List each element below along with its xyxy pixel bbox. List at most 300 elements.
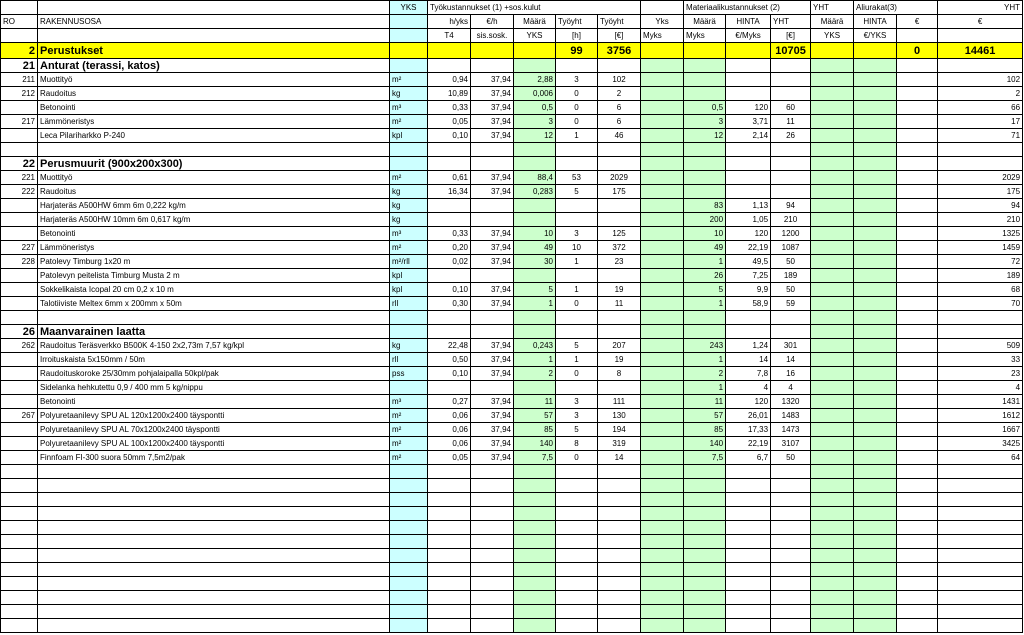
table-row bbox=[1, 353, 1023, 367]
row-sub-eur bbox=[897, 423, 938, 437]
header-e-unit-2: [€] bbox=[771, 29, 811, 43]
row-mat-price: 2,14 bbox=[726, 129, 771, 143]
row-mat-price bbox=[726, 73, 771, 87]
row-name: Lämmöneristys bbox=[38, 241, 390, 255]
empty-cell bbox=[811, 143, 854, 157]
row-name: Muottityö bbox=[38, 171, 390, 185]
empty-cell bbox=[684, 535, 726, 549]
row-name: Polyuretaanilevy SPU AL 120x1200x2400 täyspontti bbox=[38, 409, 390, 423]
row-name: Muottityö bbox=[38, 73, 390, 87]
row-quantity bbox=[514, 213, 556, 227]
empty-cell bbox=[641, 507, 684, 521]
row-name: Raudoitus bbox=[38, 87, 390, 101]
row-work-hours: 3 bbox=[556, 409, 598, 423]
row-work-hours: 0 bbox=[556, 451, 598, 465]
empty-cell bbox=[938, 535, 1023, 549]
row-unit: m² bbox=[390, 437, 428, 451]
group-id: 22 bbox=[1, 157, 38, 171]
empty-cell bbox=[514, 549, 556, 563]
row-mat-quantity: 140 bbox=[684, 437, 726, 451]
empty-cell bbox=[1, 535, 38, 549]
row-ro bbox=[1, 381, 38, 395]
empty-cell bbox=[897, 507, 938, 521]
row-unit: m³ bbox=[390, 395, 428, 409]
row-ro bbox=[1, 297, 38, 311]
row-sub-quantity bbox=[811, 185, 854, 199]
row-eur-per-hour bbox=[471, 199, 514, 213]
header-ali-hinta: HINTA bbox=[854, 15, 897, 29]
row-unit: m² bbox=[390, 73, 428, 87]
empty-cell bbox=[897, 493, 938, 507]
row-mat-unit bbox=[641, 269, 684, 283]
header-row-2 bbox=[1, 15, 1023, 29]
row-total: 94 bbox=[938, 199, 1023, 213]
empty-cell bbox=[726, 493, 771, 507]
row-h-per-unit: 0,50 bbox=[428, 353, 471, 367]
row-mat-price: 58,9 bbox=[726, 297, 771, 311]
table-row bbox=[1, 283, 1023, 297]
empty-cell bbox=[428, 619, 471, 633]
empty-cell bbox=[1, 311, 38, 325]
row-mat-price: 22,19 bbox=[726, 437, 771, 451]
header-h-unit: [h] bbox=[556, 29, 598, 43]
row-mat-quantity: 10 bbox=[684, 227, 726, 241]
row-total: 1667 bbox=[938, 423, 1023, 437]
row-sub-quantity bbox=[811, 395, 854, 409]
row-ro: 228 bbox=[1, 255, 38, 269]
row-quantity: 0,006 bbox=[514, 87, 556, 101]
row-sub-price bbox=[854, 395, 897, 409]
row-name: Patolevy Timburg 1x20 m bbox=[38, 255, 390, 269]
row-mat-price: 1,13 bbox=[726, 199, 771, 213]
header-myks: Myks bbox=[641, 29, 684, 43]
empty-cell bbox=[684, 591, 726, 605]
spacer-row bbox=[1, 143, 1023, 157]
row-work-hours: 0 bbox=[556, 87, 598, 101]
empty-cell bbox=[897, 325, 938, 339]
row-mat-unit bbox=[641, 451, 684, 465]
row-total: 509 bbox=[938, 339, 1023, 353]
header-aliurakat: Aliurakat(3) bbox=[854, 1, 938, 15]
header-yks: YKS bbox=[390, 1, 428, 15]
empty-cell bbox=[771, 59, 811, 73]
empty-cell bbox=[771, 507, 811, 521]
row-work-hours: 1 bbox=[556, 283, 598, 297]
empty-cell bbox=[1, 549, 38, 563]
row-work-hours: 3 bbox=[556, 395, 598, 409]
empty-cell bbox=[428, 59, 471, 73]
row-eur-per-hour: 37,94 bbox=[471, 171, 514, 185]
row-total: 72 bbox=[938, 255, 1023, 269]
empty-cell bbox=[811, 549, 854, 563]
row-eur-per-hour: 37,94 bbox=[471, 87, 514, 101]
empty-cell bbox=[684, 493, 726, 507]
row-ro: 222 bbox=[1, 185, 38, 199]
row-mat-unit bbox=[641, 353, 684, 367]
empty-cell bbox=[938, 325, 1023, 339]
row-ro bbox=[1, 199, 38, 213]
row-sub-eur bbox=[897, 283, 938, 297]
row-mat-quantity: 200 bbox=[684, 213, 726, 227]
cell bbox=[471, 43, 514, 59]
row-work-hours: 0 bbox=[556, 367, 598, 381]
row-work-hours bbox=[556, 269, 598, 283]
empty-cell bbox=[726, 59, 771, 73]
empty-cell bbox=[854, 493, 897, 507]
empty-cell bbox=[390, 157, 428, 171]
row-work-hours: 53 bbox=[556, 171, 598, 185]
row-mat-unit bbox=[641, 437, 684, 451]
row-work-hours: 0 bbox=[556, 297, 598, 311]
row-sub-quantity bbox=[811, 283, 854, 297]
row-unit: m² bbox=[390, 409, 428, 423]
row-mat-unit bbox=[641, 87, 684, 101]
empty-cell bbox=[38, 563, 390, 577]
empty-cell bbox=[726, 521, 771, 535]
empty-cell bbox=[390, 591, 428, 605]
empty-cell bbox=[854, 507, 897, 521]
row-mat-total: 94 bbox=[771, 199, 811, 213]
row-quantity: 2 bbox=[514, 367, 556, 381]
row-sub-quantity bbox=[811, 297, 854, 311]
empty-cell bbox=[390, 605, 428, 619]
empty-cell bbox=[598, 563, 641, 577]
row-name: Talotiiviste Meltex 6mm x 200mm x 50m bbox=[38, 297, 390, 311]
empty-cell bbox=[641, 605, 684, 619]
row-mat-total: 26 bbox=[771, 129, 811, 143]
row-sub-eur bbox=[897, 115, 938, 129]
empty-cell bbox=[726, 605, 771, 619]
row-ro bbox=[1, 367, 38, 381]
row-h-per-unit: 0,10 bbox=[428, 367, 471, 381]
empty-cell bbox=[390, 549, 428, 563]
empty-cell bbox=[726, 535, 771, 549]
row-eur-per-hour bbox=[471, 213, 514, 227]
empty-cell bbox=[684, 521, 726, 535]
empty-cell bbox=[771, 157, 811, 171]
row-sub-eur bbox=[897, 129, 938, 143]
row-h-per-unit bbox=[428, 381, 471, 395]
row-sub-eur bbox=[897, 227, 938, 241]
empty-cell bbox=[556, 493, 598, 507]
row-sub-quantity bbox=[811, 213, 854, 227]
row-sub-price bbox=[854, 409, 897, 423]
row-sub-price bbox=[854, 423, 897, 437]
empty-cell bbox=[897, 591, 938, 605]
empty-cell bbox=[514, 157, 556, 171]
row-mat-price: 7,25 bbox=[726, 269, 771, 283]
row-ro bbox=[1, 423, 38, 437]
row-work-hours: 1 bbox=[556, 353, 598, 367]
row-sub-quantity bbox=[811, 423, 854, 437]
table-row bbox=[1, 115, 1023, 129]
row-mat-price: 49,5 bbox=[726, 255, 771, 269]
empty-cell bbox=[428, 605, 471, 619]
row-total: 71 bbox=[938, 129, 1023, 143]
row-mat-total: 4 bbox=[771, 381, 811, 395]
header-materiaalikustannukset: Materiaalikustannukset (2) bbox=[684, 1, 811, 15]
group-id: 26 bbox=[1, 325, 38, 339]
empty-cell bbox=[514, 59, 556, 73]
empty-cell bbox=[811, 157, 854, 171]
row-mat-unit bbox=[641, 381, 684, 395]
row-work-eur: 19 bbox=[598, 283, 641, 297]
row-mat-unit bbox=[641, 255, 684, 269]
row-sub-quantity bbox=[811, 255, 854, 269]
empty-cell bbox=[428, 143, 471, 157]
row-mat-price: 4 bbox=[726, 381, 771, 395]
row-eur-per-hour: 37,94 bbox=[471, 451, 514, 465]
header-sis-sosk: sis.sosk. bbox=[471, 29, 514, 43]
row-mat-unit bbox=[641, 213, 684, 227]
row-unit: m² bbox=[390, 115, 428, 129]
row-mat-unit bbox=[641, 423, 684, 437]
row-sub-price bbox=[854, 213, 897, 227]
empty-cell bbox=[771, 605, 811, 619]
table-row bbox=[1, 409, 1023, 423]
row-work-hours bbox=[556, 381, 598, 395]
empty-cell bbox=[771, 325, 811, 339]
row-sub-eur bbox=[897, 367, 938, 381]
table-row bbox=[1, 185, 1023, 199]
empty-cell bbox=[390, 577, 428, 591]
empty-cell bbox=[726, 563, 771, 577]
row-mat-total: 189 bbox=[771, 269, 811, 283]
header-cell bbox=[390, 15, 428, 29]
empty-cell bbox=[598, 59, 641, 73]
row-sub-price bbox=[854, 353, 897, 367]
row-mat-total: 50 bbox=[771, 255, 811, 269]
row-sub-price bbox=[854, 437, 897, 451]
table-row bbox=[1, 213, 1023, 227]
empty-cell bbox=[726, 479, 771, 493]
row-eur-per-hour: 37,94 bbox=[471, 115, 514, 129]
row-sub-price bbox=[854, 269, 897, 283]
row-sub-quantity bbox=[811, 171, 854, 185]
row-mat-price: 22,19 bbox=[726, 241, 771, 255]
row-mat-total: 50 bbox=[771, 283, 811, 297]
row-sub-price bbox=[854, 381, 897, 395]
empty-cell bbox=[514, 311, 556, 325]
empty-cell bbox=[471, 311, 514, 325]
empty-cell bbox=[854, 59, 897, 73]
row-sub-price bbox=[854, 101, 897, 115]
row-sub-price bbox=[854, 129, 897, 143]
empty-row bbox=[1, 549, 1023, 563]
row-name: Betonointi bbox=[38, 395, 390, 409]
row-sub-eur bbox=[897, 297, 938, 311]
empty-cell bbox=[598, 619, 641, 633]
row-mat-quantity bbox=[684, 185, 726, 199]
empty-cell bbox=[38, 479, 390, 493]
row-sub-eur bbox=[897, 409, 938, 423]
row-total: 70 bbox=[938, 297, 1023, 311]
empty-cell bbox=[897, 311, 938, 325]
empty-cell bbox=[598, 325, 641, 339]
empty-cell bbox=[1, 479, 38, 493]
empty-cell bbox=[556, 325, 598, 339]
empty-cell bbox=[514, 325, 556, 339]
cell bbox=[726, 43, 771, 59]
empty-cell bbox=[684, 619, 726, 633]
row-work-eur: 23 bbox=[598, 255, 641, 269]
row-sub-price bbox=[854, 199, 897, 213]
row-total: 1325 bbox=[938, 227, 1023, 241]
header-cell bbox=[38, 1, 390, 15]
header-tyokustannukset: Työkustannukset (1) +sos.kulut bbox=[428, 1, 641, 15]
row-sub-price bbox=[854, 255, 897, 269]
empty-cell bbox=[726, 143, 771, 157]
row-mat-total bbox=[771, 87, 811, 101]
cell bbox=[811, 43, 854, 59]
row-sub-eur bbox=[897, 353, 938, 367]
empty-cell bbox=[726, 157, 771, 171]
empty-cell bbox=[38, 143, 390, 157]
empty-cell bbox=[556, 605, 598, 619]
header-maara: Määrä bbox=[514, 15, 556, 29]
row-work-eur: 130 bbox=[598, 409, 641, 423]
empty-cell bbox=[556, 591, 598, 605]
row-unit: m³ bbox=[390, 101, 428, 115]
row-work-eur bbox=[598, 269, 641, 283]
row-sub-quantity bbox=[811, 367, 854, 381]
row-unit: kg bbox=[390, 213, 428, 227]
row-work-eur: 6 bbox=[598, 101, 641, 115]
row-mat-total: 60 bbox=[771, 101, 811, 115]
empty-cell bbox=[514, 521, 556, 535]
row-mat-unit bbox=[641, 185, 684, 199]
empty-cell bbox=[811, 507, 854, 521]
row-mat-quantity: 83 bbox=[684, 199, 726, 213]
row-h-per-unit: 0,06 bbox=[428, 409, 471, 423]
row-quantity: 11 bbox=[514, 395, 556, 409]
row-name: Betonointi bbox=[38, 227, 390, 241]
row-name: Harjateräs A500HW 10mm 6m 0,617 kg/m bbox=[38, 213, 390, 227]
empty-cell bbox=[641, 311, 684, 325]
empty-cell bbox=[471, 507, 514, 521]
empty-cell bbox=[726, 465, 771, 479]
empty-cell bbox=[471, 549, 514, 563]
empty-cell bbox=[854, 563, 897, 577]
empty-cell bbox=[726, 507, 771, 521]
row-sub-quantity bbox=[811, 73, 854, 87]
row-eur-per-hour: 37,94 bbox=[471, 395, 514, 409]
empty-cell bbox=[641, 479, 684, 493]
empty-cell bbox=[598, 479, 641, 493]
row-mat-unit bbox=[641, 283, 684, 297]
row-h-per-unit: 0,20 bbox=[428, 241, 471, 255]
group-id: 21 bbox=[1, 59, 38, 73]
row-ro bbox=[1, 269, 38, 283]
row-sub-eur bbox=[897, 185, 938, 199]
empty-cell bbox=[684, 311, 726, 325]
empty-cell bbox=[1, 507, 38, 521]
row-work-eur: 372 bbox=[598, 241, 641, 255]
row-total: 17 bbox=[938, 115, 1023, 129]
empty-cell bbox=[854, 535, 897, 549]
row-eur-per-hour bbox=[471, 269, 514, 283]
empty-cell bbox=[1, 619, 38, 633]
row-work-hours: 0 bbox=[556, 101, 598, 115]
empty-cell bbox=[938, 465, 1023, 479]
row-ro: 267 bbox=[1, 409, 38, 423]
empty-cell bbox=[854, 521, 897, 535]
row-sub-quantity bbox=[811, 115, 854, 129]
header-myks-2: Myks bbox=[684, 29, 726, 43]
empty-cell bbox=[938, 59, 1023, 73]
row-mat-unit bbox=[641, 73, 684, 87]
row-total: 66 bbox=[938, 101, 1023, 115]
empty-cell bbox=[556, 521, 598, 535]
row-mat-price bbox=[726, 87, 771, 101]
row-sub-price bbox=[854, 451, 897, 465]
empty-cell bbox=[598, 549, 641, 563]
empty-cell bbox=[938, 157, 1023, 171]
empty-row bbox=[1, 521, 1023, 535]
header-yks-lbl: YKS bbox=[514, 29, 556, 43]
row-mat-quantity: 243 bbox=[684, 339, 726, 353]
row-work-eur: 111 bbox=[598, 395, 641, 409]
empty-cell bbox=[471, 157, 514, 171]
spacer-row bbox=[1, 311, 1023, 325]
main-section-name: Perustukset bbox=[38, 43, 390, 59]
row-mat-quantity: 85 bbox=[684, 423, 726, 437]
empty-cell bbox=[514, 493, 556, 507]
empty-cell bbox=[428, 493, 471, 507]
row-mat-quantity: 7,5 bbox=[684, 451, 726, 465]
empty-cell bbox=[897, 521, 938, 535]
empty-cell bbox=[556, 59, 598, 73]
empty-cell bbox=[428, 521, 471, 535]
empty-cell bbox=[471, 563, 514, 577]
empty-cell bbox=[428, 311, 471, 325]
row-mat-total: 16 bbox=[771, 367, 811, 381]
row-mat-unit bbox=[641, 241, 684, 255]
row-quantity: 10 bbox=[514, 227, 556, 241]
empty-cell bbox=[897, 143, 938, 157]
row-sub-price bbox=[854, 283, 897, 297]
row-quantity: 7,5 bbox=[514, 451, 556, 465]
row-h-per-unit: 0,61 bbox=[428, 171, 471, 185]
row-mat-total bbox=[771, 73, 811, 87]
row-sub-price bbox=[854, 171, 897, 185]
table-row bbox=[1, 367, 1023, 381]
row-work-hours: 3 bbox=[556, 227, 598, 241]
empty-cell bbox=[684, 605, 726, 619]
empty-cell bbox=[854, 157, 897, 171]
row-h-per-unit: 16,34 bbox=[428, 185, 471, 199]
row-sub-eur bbox=[897, 395, 938, 409]
empty-cell bbox=[811, 619, 854, 633]
empty-cell bbox=[556, 535, 598, 549]
header-yks-mat: Yks bbox=[641, 15, 684, 29]
row-sub-eur bbox=[897, 171, 938, 185]
empty-cell bbox=[684, 143, 726, 157]
table-row bbox=[1, 255, 1023, 269]
main-section-hours: 99 bbox=[556, 43, 598, 59]
table-row bbox=[1, 73, 1023, 87]
row-work-eur: 319 bbox=[598, 437, 641, 451]
row-name: Leca Pilariharkko P-240 bbox=[38, 129, 390, 143]
row-unit: m³ bbox=[390, 227, 428, 241]
empty-cell bbox=[428, 507, 471, 521]
row-eur-per-hour: 37,94 bbox=[471, 353, 514, 367]
row-eur-per-hour: 37,94 bbox=[471, 241, 514, 255]
row-sub-price bbox=[854, 367, 897, 381]
empty-cell bbox=[556, 507, 598, 521]
row-sub-price bbox=[854, 297, 897, 311]
row-name: Polyuretaanilevy SPU AL 100x1200x2400 täyspontti bbox=[38, 437, 390, 451]
